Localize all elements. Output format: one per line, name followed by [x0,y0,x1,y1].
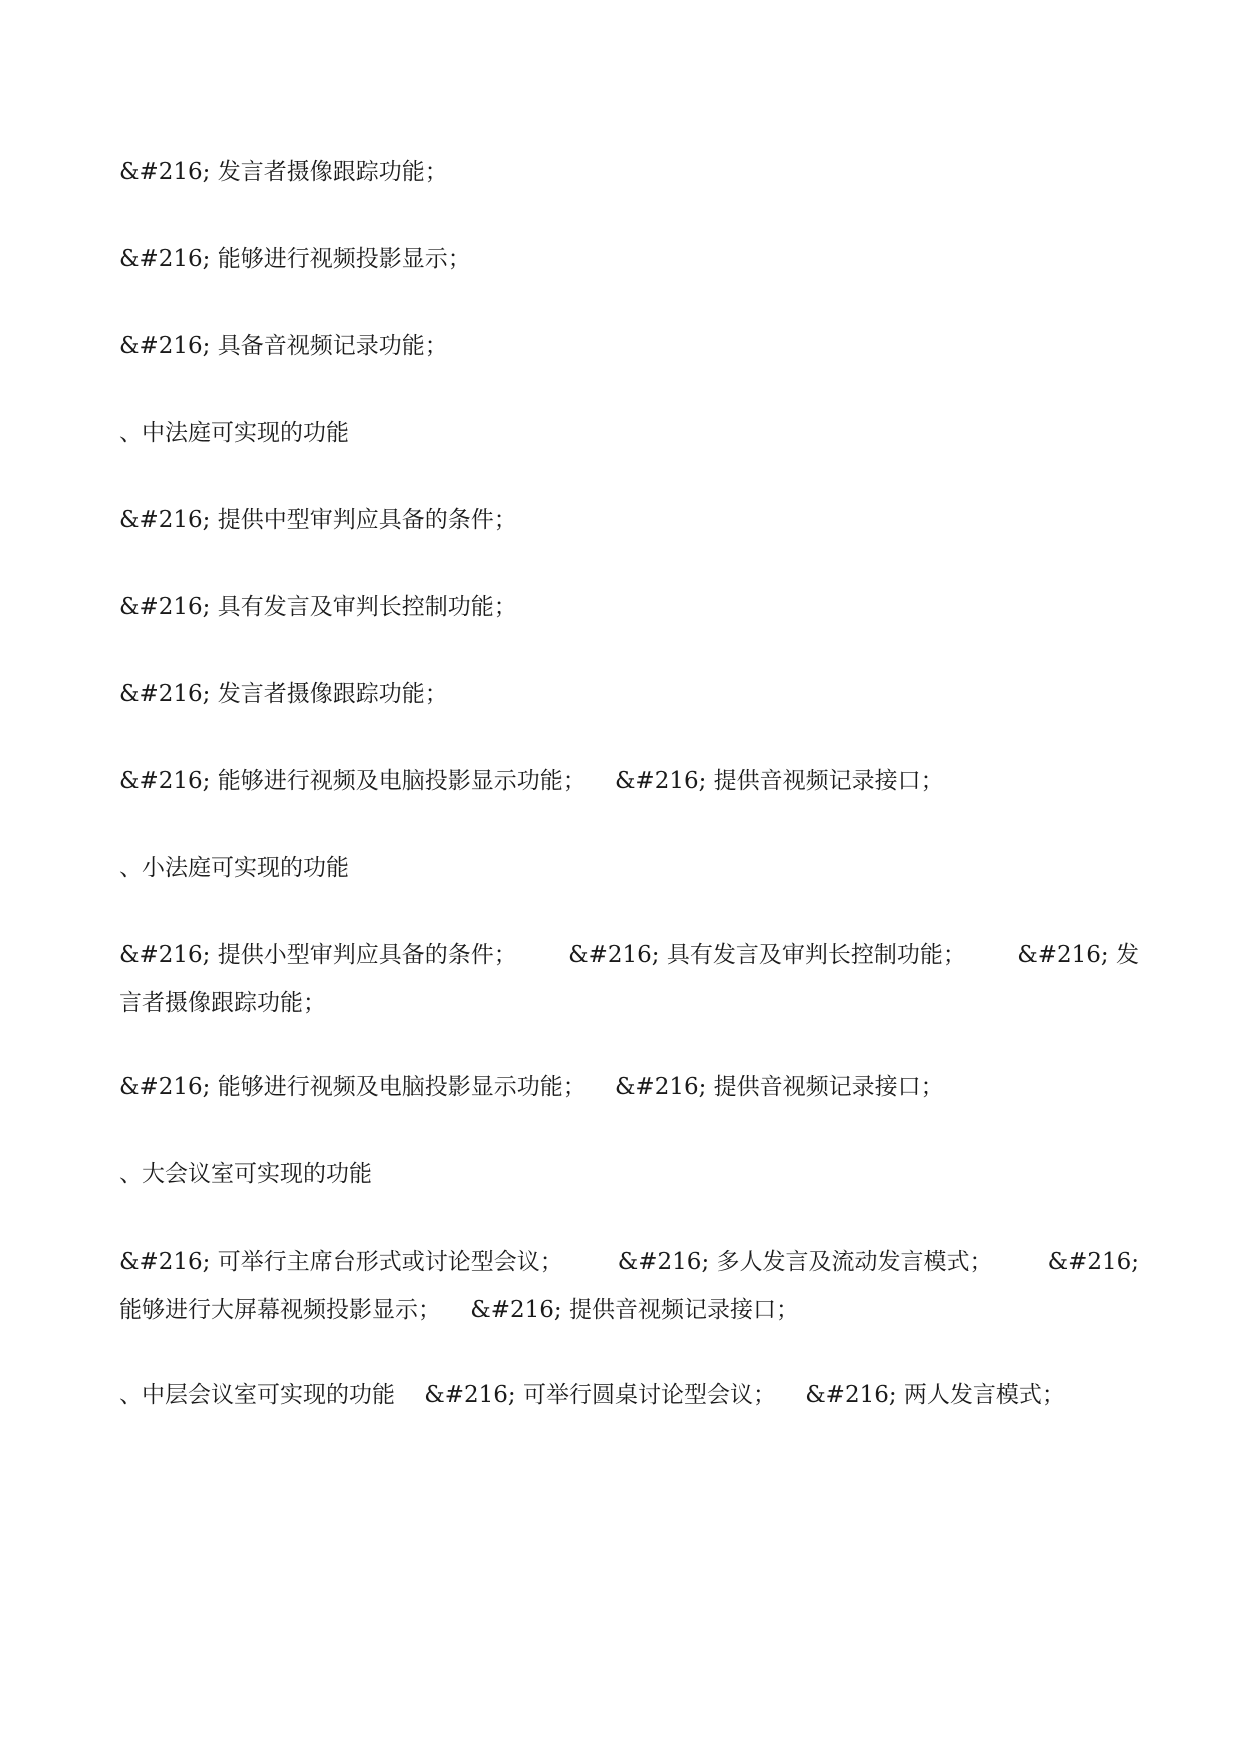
section-heading: 、中层会议室可实现的功能 &#216; 可举行圆桌讨论型会议； &#216; 两人发言模式； [119,1382,1065,1408]
paragraph-row [119,1286,1139,1334]
section-heading: 、小法庭可实现的功能 [119,855,349,881]
text-line: &#216; 能够进行视频及电脑投影显示功能； &#216; 提供音视频记录接口； [119,768,944,794]
text-line: &#216; 提供中型审判应具备的条件； [119,507,517,533]
text-line: &#216; 发言者摄像跟踪功能； [119,159,448,185]
section-heading: 、中法庭可实现的功能 [119,420,349,446]
text-segment: &#216; 可举行主席台形式或讨论型会议； [119,1249,563,1275]
paragraph-big-room [119,1238,1139,1334]
text-segment: &#216; 提供小型审判应具备的条件； [119,942,517,968]
paragraph-row [119,931,1139,979]
text-segment: 能够进行大屏幕视频投影显示； &#216; 提供音视频记录接口； [119,1297,799,1323]
text-line: &#216; 发言者摄像跟踪功能； [119,681,448,707]
text-segment: &#216; 具有发言及审判长控制功能； [568,942,966,968]
text-line: &#216; 能够进行视频投影显示； [119,246,471,272]
text-segment: &#216; 多人发言及流动发言模式； [617,1249,993,1275]
text-segment: &#216; 发 [1017,942,1139,968]
text-line: &#216; 具有发言及审判长控制功能； [119,594,517,620]
text-segment: 言者摄像跟踪功能； [119,990,326,1016]
section-heading: 、大会议室可实现的功能 [119,1161,372,1187]
paragraph-row [119,979,1139,1027]
text-line: &#216; 能够进行视频及电脑投影显示功能； &#216; 提供音视频记录接口； [119,1074,944,1100]
paragraph-small-court [119,931,1139,1027]
text-segment: &#216; [1047,1249,1139,1275]
paragraph-row [119,1238,1139,1286]
text-line: &#216; 具备音视频记录功能； [119,333,448,359]
